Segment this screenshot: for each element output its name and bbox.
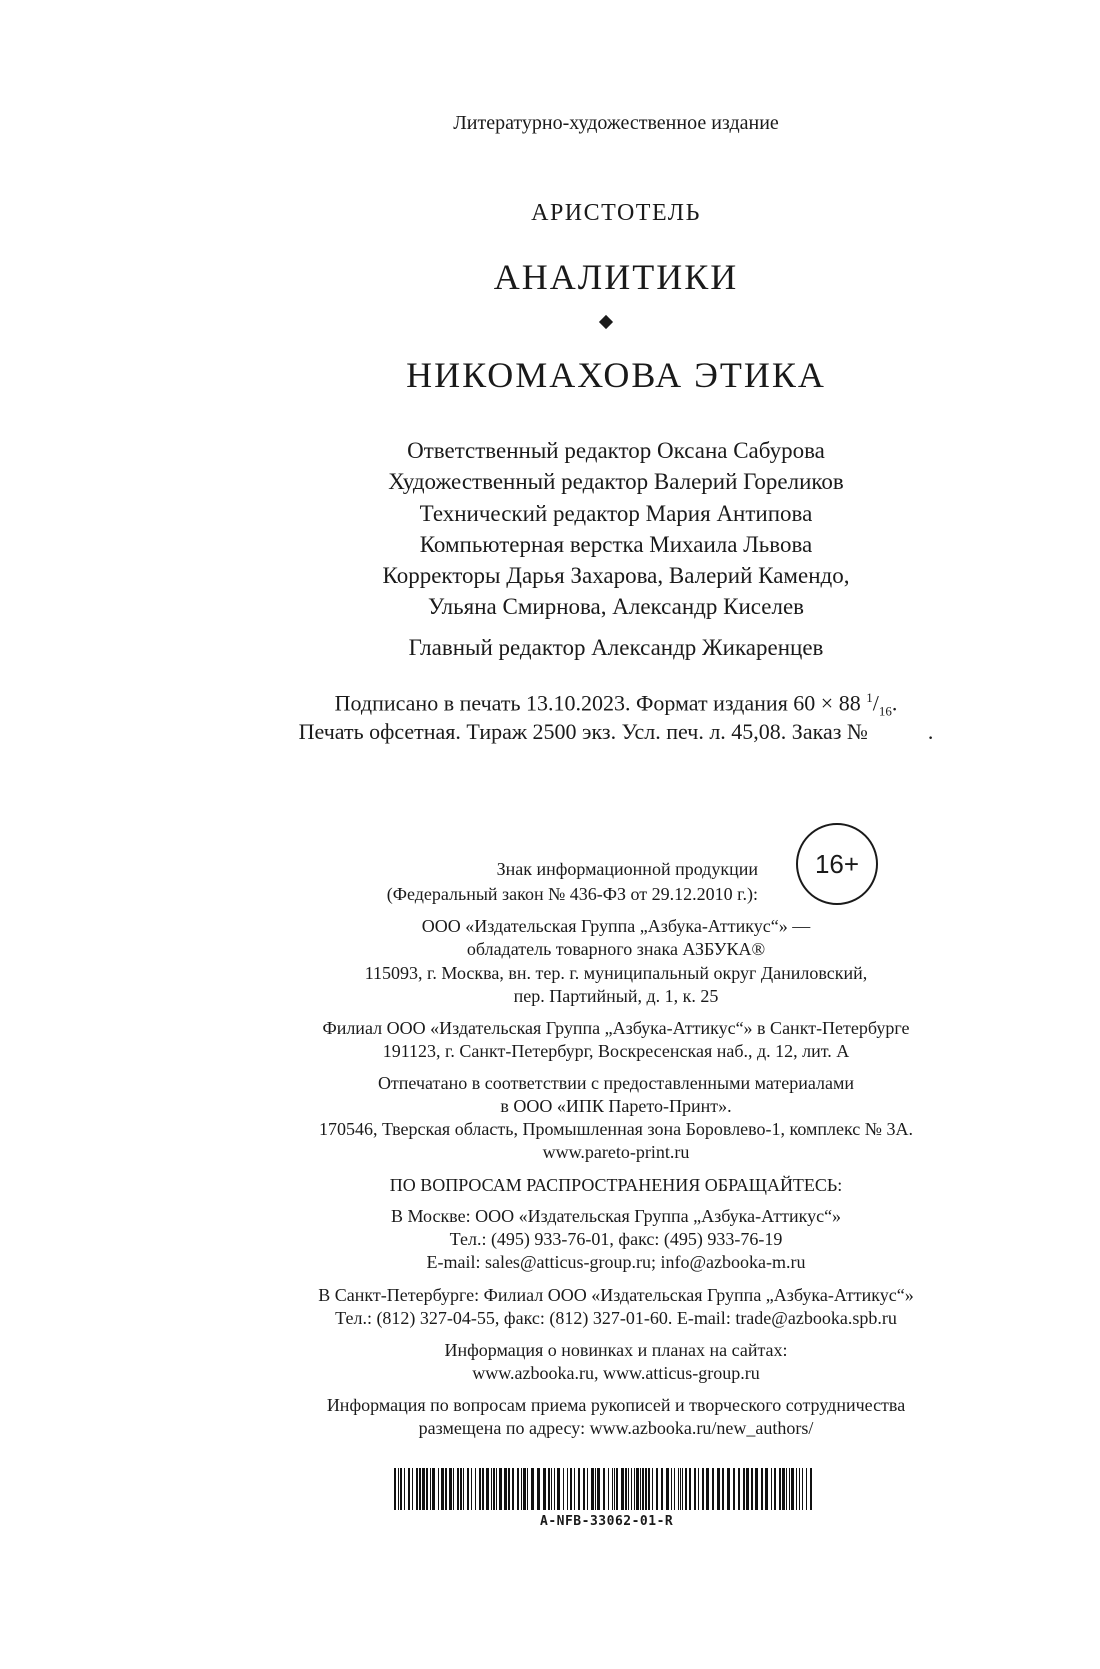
credit-line: Компьютерная верстка Михаила Львова [419, 532, 813, 557]
publisher-line: ООО «Издательская Группа „Азбука-Аттикус“» — [421, 916, 811, 936]
news-info-line: Информация о новинках и планах на сайтах: [444, 1340, 788, 1360]
moscow-contact-line: E-mail: sales@atticus-group.ru; info@azbooka-m.ru [426, 1252, 806, 1272]
format-fraction-slash: / [872, 690, 879, 716]
format-fraction-period: . [891, 690, 898, 716]
barcode-code: A-NFB-33062-01-R [540, 1514, 674, 1529]
spb-contact-line: Тел.: (812) 327-04-55, факс: (812) 327-01-60. E-mail: trade@azbooka.spb.ru [335, 1308, 897, 1328]
genre-label: Литературно-художественное издание [453, 112, 779, 134]
publisher-line: пер. Партийный, д. 1, к. 25 [513, 986, 719, 1006]
chief-editor: Главный редактор Александр Жикаренцев [408, 635, 824, 660]
title-nicomachean-ethics: НИКОМАХОВА ЭТИКА [406, 355, 826, 395]
manuscripts-info-line: Информация по вопросам приема рукописей и творческого сотрудничества [326, 1395, 906, 1415]
print-details-line [66, 719, 1100, 745]
manuscripts-info-line: размещена по адресу: www.azbooka.ru/new_authors/ [418, 1418, 814, 1438]
format-fraction-denominator: 16 [878, 703, 892, 719]
printer-line: Отпечатано в соответствии с предоставленными материалами [377, 1073, 855, 1093]
format-fraction-numerator: 1 [866, 690, 873, 705]
branch-line: 191123, г. Санкт-Петербург, Воскресенская наб., д. 12, лит. А [382, 1041, 850, 1061]
printer-line: в ООО «ИПК Парето-Принт». [500, 1096, 732, 1116]
credit-line: Ульяна Смирнова, Александр Киселев [427, 594, 805, 619]
printer-line: 170546, Тверская область, Промышленная зона Боровлево-1, комплекс № 3А. [319, 1119, 913, 1139]
news-info-line: www.azbooka.ru, www.atticus-group.ru [472, 1363, 760, 1383]
diamond-divider-icon [599, 315, 613, 329]
credit-line: Художественный редактор Валерий Гореликов [388, 469, 844, 494]
moscow-contact-line: В Москве: ООО «Издательская Группа „Азбука-Аттикус“» [390, 1206, 842, 1226]
info-sign-law: (Федеральный закон № 436-ФЗ от 29.12.2010 г.): [386, 884, 758, 904]
moscow-contact-line: Тел.: (495) 933-76-01, факс: (495) 933-76-19 [449, 1229, 783, 1249]
order-number-period: . [927, 719, 934, 744]
author-name: АРИСТОТЕЛЬ [531, 200, 701, 226]
branch-line: Филиал ООО «Издательская Группа „Азбука-Аттикус“» в Санкт-Петербурге [322, 1018, 910, 1038]
info-sign-label: Знак информационной продукции [496, 859, 758, 879]
printer-website: www.pareto-print.ru [542, 1142, 690, 1162]
info-product-sign [350, 857, 758, 907]
credit-line: Корректоры Дарья Захарова, Валерий Камендо, [382, 563, 850, 588]
age-rating-badge: 16+ [796, 823, 878, 905]
print-details-text: Печать офсетная. Тираж 2500 экз. Усл. печ. л. 45,08. Заказ № [298, 719, 868, 744]
publisher-line: 115093, г. Москва, вн. тер. г. муниципальный округ Даниловский, [364, 963, 868, 983]
spb-contact-line: В Санкт-Петербурге: Филиал ООО «Издательская Группа „Азбука-Аттикус“» [318, 1285, 914, 1305]
barcode-icon [394, 1468, 816, 1510]
print-signed-text: Подписано в печать 13.10.2023. Формат издания 60 × 88 [334, 690, 861, 716]
credit-line: Ответственный редактор Оксана Сабурова [407, 438, 825, 463]
credit-line: Технический редактор Мария Антипова [419, 501, 813, 526]
title-analytics: АНАЛИТИКИ [493, 257, 739, 297]
distribution-heading: ПО ВОПРОСАМ РАСПРОСТРАНЕНИЯ ОБРАЩАЙТЕСЬ: [389, 1175, 843, 1195]
publisher-line: обладатель товарного знака АЗБУКА® [466, 939, 766, 959]
print-signed-line [66, 690, 1100, 720]
